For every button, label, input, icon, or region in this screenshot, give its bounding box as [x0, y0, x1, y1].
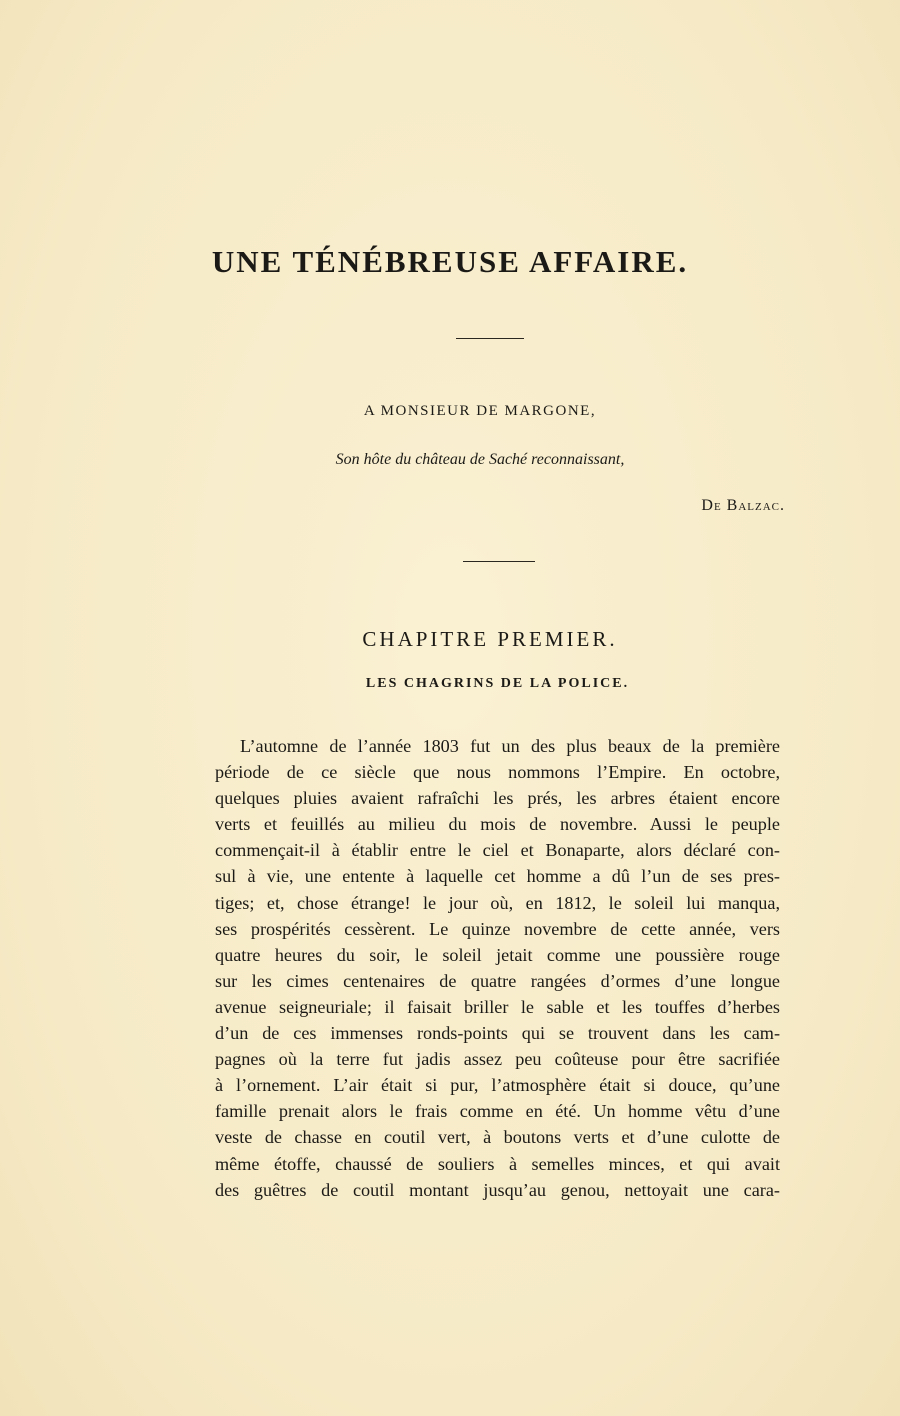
text-line: commençait-il à établir entre le ciel et Bonaparte, alors déclaré con-	[215, 840, 780, 861]
dedication-divider	[463, 561, 535, 562]
dedication-subtitle: Son hôte du château de Saché reconnaissant,	[335, 451, 625, 468]
text-line: pagnes où la terre fut jadis assez peu coûteuse pour être sacrifiée	[215, 1049, 780, 1070]
chapter-subheading: LES CHAGRINS DE LA POLICE.	[365, 676, 630, 691]
text-line: avenue seigneuriale; il faisait briller le sable et les touffes d’herbes	[215, 996, 780, 1017]
book-title: UNE TÉNÉBREUSE AFFAIRE.	[211, 244, 689, 279]
chapter-heading: CHAPITRE PREMIER.	[362, 627, 618, 651]
text-line: même étoffe, chaussé de souliers à semelles minces, et qui avait	[215, 1153, 780, 1174]
text-line: ses prospérités cessèrent. Le quinze novembre de cette année, vers	[215, 918, 780, 939]
text-line: veste de chasse en coutil vert, à boutons verts et d’une culotte de	[215, 1127, 780, 1148]
author-signature: De Balzac.	[701, 497, 785, 514]
title-divider	[456, 338, 524, 339]
dedication: A MONSIEUR DE MARGONE,	[363, 403, 597, 419]
text-line: L’automne de l’année 1803 fut un des plus beaux de la première	[240, 736, 780, 756]
text-line: famille prenait alors le frais comme en été. Un homme vêtu d’une	[215, 1101, 780, 1122]
text-line: à l’ornement. L’air était si pur, l’atmosphère était si douce, qu’une	[215, 1075, 780, 1096]
text-line: quatre heures du soir, le soleil jetait comme une poussière rouge	[215, 944, 780, 965]
text-line: période de ce siècle que nous nommons l’Empire. En octobre,	[215, 762, 780, 783]
text-line: tiges; et, chose étrange! le jour où, en 1812, le soleil lui manqua,	[215, 892, 780, 913]
text-line: sur les cimes centenaires de quatre rangées d’ormes d’une longue	[215, 970, 780, 991]
text-line: quelques pluies avaient rafraîchi les prés, les arbres étaient encore	[215, 788, 780, 809]
text-line: des guêtres de coutil montant jusqu’au genou, nettoyait une cara-	[215, 1179, 780, 1200]
text-line: sul à vie, une entente à laquelle cet homme a dû l’un de ses pres-	[215, 866, 780, 887]
text-line: verts et feuillés au milieu du mois de novembre. Aussi le peuple	[215, 814, 780, 835]
text-line: d’un de ces immenses ronds-points qui se trouvent dans les cam-	[215, 1023, 780, 1044]
body-paragraph	[215, 733, 780, 1203]
